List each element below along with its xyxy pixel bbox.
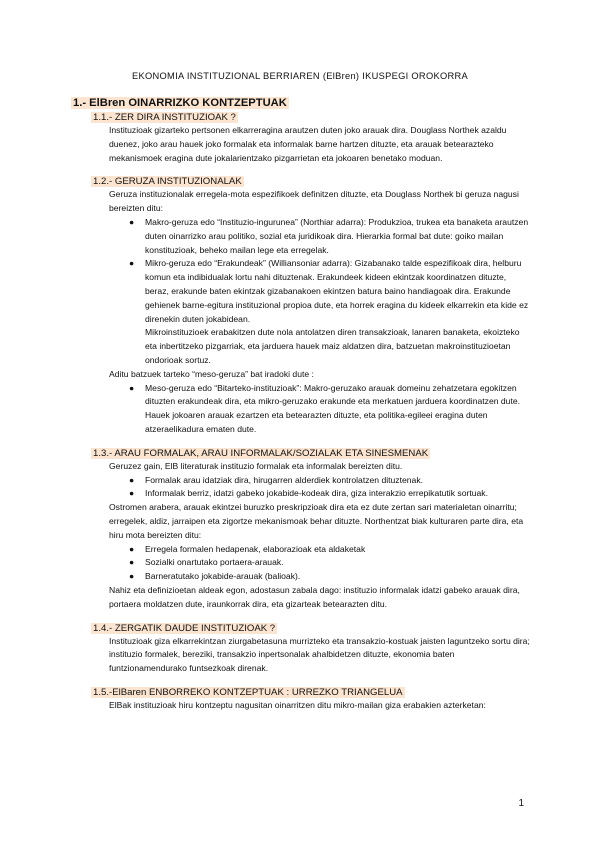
spacer	[71, 612, 531, 622]
spacer	[71, 437, 531, 447]
bullet-icon: ●	[129, 571, 135, 582]
list-item-text: Mikro-geruza edo “Erakundeak” (Williansoniar adarra): Gizabanako talde espezifikoak dira, helburu komun eta indibidualak lortu nahi dituztenak. Erakundeek kideen ekintzak koordinatzen dituzte, beraz, erakunde baten ekintzak gizabanakoen ekintzen batura baino handiagoak dira. Erakunde gehienek barne-egitura instituzional propioa dute, eta horrek eragina du kideek elkarrekin eta kide ez direnekin duten jokabidean.	[145, 258, 529, 324]
list-item-text: Formalak arau idatziak dira, hirugarren alderdiek kontrolatzen dituztenak.	[145, 474, 424, 485]
list-item	[129, 474, 531, 488]
document-body	[71, 95, 531, 713]
bullet-icon: ●	[129, 488, 135, 499]
paragraph-1-1: Instituzioak gizarteko pertsonen elkarreragina arautzen duten joko arauak dira. Douglass Northek azaldu duenez, joko arau hauek joko formalak eta informalak barne hartzen dituzte, eta arauak betearazteko mekanismoek eragina dute jokalarientzako pizgarrietan eta jokoaren benetako moduan.	[109, 125, 507, 163]
list-item	[129, 570, 531, 584]
paragraph-1-2-extra: Mikroinstituzioek erabakitzen dute nola antolatzen diren transakzioak, lanaren banaketa, ekoizteko eta inbertitzeko pizgarriak, eta jarduera hauek maiz aldatzen dira, batzuetan makroinstituzioetan ondorioak sortuz.	[145, 327, 520, 365]
subsection-heading-1-1	[91, 111, 531, 124]
list-item	[129, 556, 531, 570]
list-item	[129, 543, 531, 557]
paragraph-1-3-ostrom: Ostromen arabera, arauak ekintzei buruzko preskripzioak dira eta ez dute zertan sari materialetan oinarritu; erregelek, aldiz, jarraipen eta zigortze mekanismoak behar dituzte. Northentzat biak kulturaren parte dira, eta hiru mota bereizten ditu:	[109, 502, 524, 540]
paragraph-1-5: ElBak instituzioak hiru kontzeptu nagusitan oinarritzen ditu mikro-mailan giza erabakien azterketan:	[109, 699, 486, 710]
subsection-heading-1-2-text: 1.2.- GERUZA INSTITUZIONALAK	[93, 176, 242, 188]
bullet-icon: ●	[129, 557, 135, 568]
list-item	[129, 216, 531, 257]
paragraph-1-3-consensus: Nahiz eta definizioetan aldeak egon, adostasun zabala dago: instituzio informalak idatzi gabeko arauak dira, portaera moldatzen dute, iraunkorrak dira, eta gizarteak betearazten ditu.	[109, 584, 520, 609]
section-heading-1-text: 1.- ElBren OINARRIZKO KONTZEPTUAK	[73, 97, 287, 109]
bullet-icon: ●	[129, 382, 135, 393]
subsection-heading-1-2	[91, 175, 531, 188]
list-item	[129, 257, 531, 326]
section-heading-1	[71, 95, 531, 111]
list-item-text: Erregela formalen hedapenak, elaborazioak eta aldaketak	[145, 543, 366, 554]
bullet-list-1-3	[71, 474, 531, 502]
subsection-heading-1-5	[91, 686, 531, 699]
bullet-list-1-3-north	[71, 543, 531, 584]
list-item-text: Informalak berriz, idatzi gabeko jokabide-kodeak dira, giza interakzio errepikatutik sortuak.	[145, 488, 488, 499]
list-item-text: Sozialki onartutako portaera-arauak.	[145, 557, 284, 568]
subsection-heading-1-1-text: 1.1.- ZER DIRA INSTITUZIOAK ?	[93, 112, 236, 123]
bullet-icon: ●	[129, 216, 135, 227]
page-number: 1	[518, 798, 524, 809]
spacer	[71, 676, 531, 686]
paragraph-1-4: Instituzioak giza elkarrekintzan ziurgabetasuna murrizteko eta transakzio-kostuak jaisten laguntzeko sortu dira; instituzio formalek, bereziki, transakzio inpertsonalak ahalbidetzen dituzte, ekonomia baten funtzionamendurako funtsezkoak direnak.	[109, 635, 530, 674]
bullet-list-1-2-meso	[71, 382, 531, 437]
list-item	[129, 487, 531, 501]
list-item-text: Barneratutako jokabide-arauak (balioak).	[145, 571, 301, 582]
list-item-text: Meso-geruza edo “Bitarteko-instituzioak”: Makro-geruzako arauak domeinu zehatzetara egokitzen dituzten erakundeak dira, eta mikro-geruzako erakunde eta merkatuen jarduera koordinatzen dute. Hauek jokoaren arauak ezartzen eta betearazten dituzte, eta politika-egileei eragina duten atzeraelikadura ematen dute.	[145, 382, 521, 434]
list-item	[129, 382, 531, 437]
subsection-heading-1-4	[91, 622, 531, 635]
subsection-heading-1-5-text: 1.5.-ElBaren ENBORREKO KONTZEPTUAK : URREZKO TRIANGELUA	[93, 686, 403, 698]
subsection-heading-1-3-text: 1.3.- ARAU FORMALAK, ARAU INFORMALAK/SOZIALAK ETA SINESMENAK	[93, 447, 429, 459]
paragraph-1-3-intro: Geruzez gain, ElB literaturak instituzio formalak eta informalak bereizten ditu.	[109, 460, 403, 471]
spacer	[71, 165, 531, 175]
bullet-icon: ●	[129, 474, 135, 485]
paragraph-1-2-meso: Aditu batzuek tarteko “meso-geruza” bat iradoki dute :	[109, 368, 314, 379]
paragraph-1-2-intro: Geruza instituzionalak erregela-mota espezifikoek definitzen dituzte, eta Douglass Northek bi geruza nagusi bereizten ditu:	[109, 189, 519, 214]
bullet-icon: ●	[129, 258, 135, 269]
bullet-icon: ●	[129, 543, 135, 554]
bullet-list-1-2	[71, 216, 531, 326]
subsection-heading-1-3	[91, 447, 531, 460]
subsection-heading-1-4-text: 1.4.- ZERGATIK DAUDE INSTITUZIOAK ?	[93, 622, 276, 634]
document-title: EKONOMIA INSTITUZIONAL BERRIAREN (ElBren) IKUSPEGI OROKORRA	[131, 71, 469, 81]
list-item-text: Makro-geruza edo “Instituzio-ingurunea” (Northiar adarra): Produkzioa, trukea eta banaketa arautzen duten oinarrizko arau politiko, sozial eta juridikoak dira. Hierarkia formal bat dute: goiko mailan konstituzioak, beheko mailan lege eta erregelak.	[145, 216, 529, 255]
